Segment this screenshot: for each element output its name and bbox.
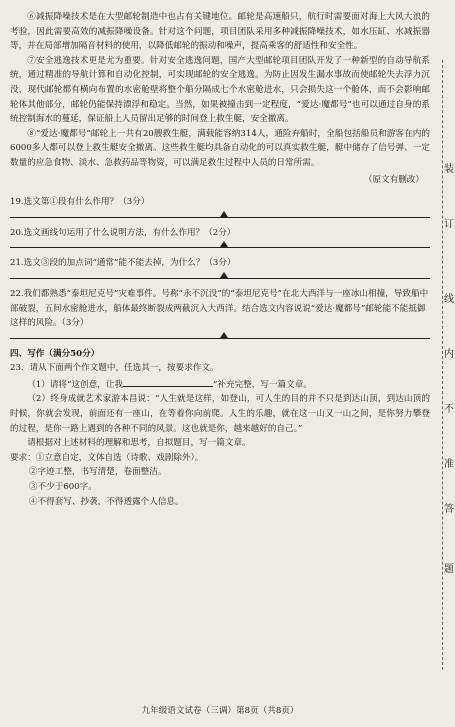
answer-line[interactable]: [10, 217, 430, 218]
question-number: 22.: [10, 288, 24, 299]
binding-char: 装: [444, 164, 454, 175]
passage-paragraph-6: ⑥减振降噪技术是在大型邮轮制造中也占有关键地位。邮轮是高速船只，航行时需要面对海上大风大浪的考验，因此需要高效的减振降噪设备。针对这个问题，项目团队采用多种减振降噪技术，如水压缸、水减振器等，并在局部增加隔音材料的使用，以降低邮轮的振动和噪声，提高乘客的舒适性和安全性。: [10, 12, 430, 52]
binding-char: 准: [444, 459, 454, 470]
passage-paragraph-7: ⑦安全逃逸技术更是尤为重要。针对安全逃逸问题，国产大型邮轮项目团队开发了一种新型的自动导航系统，通过精准的导航计算和自动化控制，可实现邮轮的安全逃逸。为防止因发生漏水事故而使邮轮失去浮力沉没，现代邮轮都有横向布置的水密舱壁将整个船分隔成七个水密舱进水，只会损失这一个舱体，而不会影响邮轮体其他部分，邮轮仍能保持漂浮和稳定。当然，如果被撞击到一定程度，“爱达·魔都号”也可以通过自身的系统控制海水的蔓延，保证船上人员留出足够的时间登上救生艇，安全撤离。: [10, 55, 430, 125]
question-text: 选文③段的加点词“通常”能不能去掉，为什么？（3分）: [23, 258, 236, 269]
question-text: 我们都熟悉“泰坦尼克号”灾难事件。号称“永不沉没”的“泰坦尼克号”在北大西洋与一座冰山相撞，导致船中部破裂，五间水密舱进水，船体最终断裂成两截沉入大西洋。结合选文内容说说“爱达·魔都号”邮轮能不能抵御这样的风险。（3分）: [10, 288, 429, 329]
answer-line[interactable]: [10, 338, 430, 339]
question-text: 选文第①段有什么作用？（3分）: [23, 197, 150, 208]
answer-line[interactable]: [10, 278, 430, 279]
q23-option-2: （2）终身成就艺术家游本昌说：“人生就是这样，如登山，可人生的目的并不只是到达山顶，到达山顶的时候，你就会发现，前面还有一座山，在等着你向前爬。人生的乐趣，就在这一山又一山之间，是你努力攀登的过程，是你一路上遇到的各种不同的风景。这也就是你，越来越好的自己。”: [10, 394, 430, 434]
binding-char: 不: [444, 404, 454, 415]
requirement-item: ①立意自定，文体自选（诗歌、戏剧除外）。: [35, 452, 204, 463]
answer-line[interactable]: [10, 247, 430, 248]
question-number: 19.: [10, 197, 24, 208]
question-19: [10, 195, 430, 210]
question-22: [10, 287, 430, 331]
binding-char: 内: [444, 349, 454, 360]
requirements-label: 要求：: [10, 452, 36, 463]
binding-char: 答: [444, 504, 454, 515]
q23-option-1: [10, 376, 430, 393]
option-1-suffix: ”补充完整，写一篇文章。: [213, 379, 312, 390]
question-20: [10, 226, 430, 241]
binding-line: [442, 60, 455, 670]
passage-paragraph-8: ⑧“爱达·魔都号”邮轮上一共有20艘救生艇，满载能容纳314人，通险弃船时，全船包括船员和游客在内的6000多人都可以登上救生艇安全撤离。这些救生艇均具备自动化的可以真实救生艇，艇中储存了信号弹、一定数量的应急食物、淡水、急救药品等物资，可以满足救生过程中人员的日常所需。: [10, 128, 430, 168]
question-number: 21.: [10, 258, 24, 269]
binding-char: 订: [444, 219, 454, 230]
question-text: 选文画线句运用了什么说明方法，有什么作用？（2分）: [23, 227, 236, 238]
page-footer: 九年级语文试卷（三调）第8页（共8页）: [141, 706, 299, 716]
binding-char: 题: [444, 564, 454, 575]
source-note: （原文有删改）: [363, 174, 424, 185]
question-21: [10, 256, 430, 271]
q23-instruction: 请根据对上述材料的理解和思考，自拟题目，写一篇文章。: [27, 438, 251, 449]
question-number: 20.: [10, 227, 24, 238]
option-1-prefix: （1）请将“这创意，让我: [27, 379, 123, 390]
requirement-item: ②字迹工整，书写清楚，卷面整洁。: [28, 467, 167, 478]
q23-intro: 23．请从下面两个作文题中，任选其一，按要求作文。: [10, 363, 219, 374]
section-title: 四、写作（满分50分）: [10, 348, 100, 359]
requirements: [10, 451, 430, 466]
exam-content: [10, 10, 430, 509]
requirement-item: ④不得套写、抄袭，不得透露个人信息。: [28, 496, 184, 507]
requirement-item: ③不少于600字。: [28, 482, 97, 493]
binding-char: 线: [444, 294, 454, 305]
fill-blank[interactable]: [123, 376, 213, 387]
